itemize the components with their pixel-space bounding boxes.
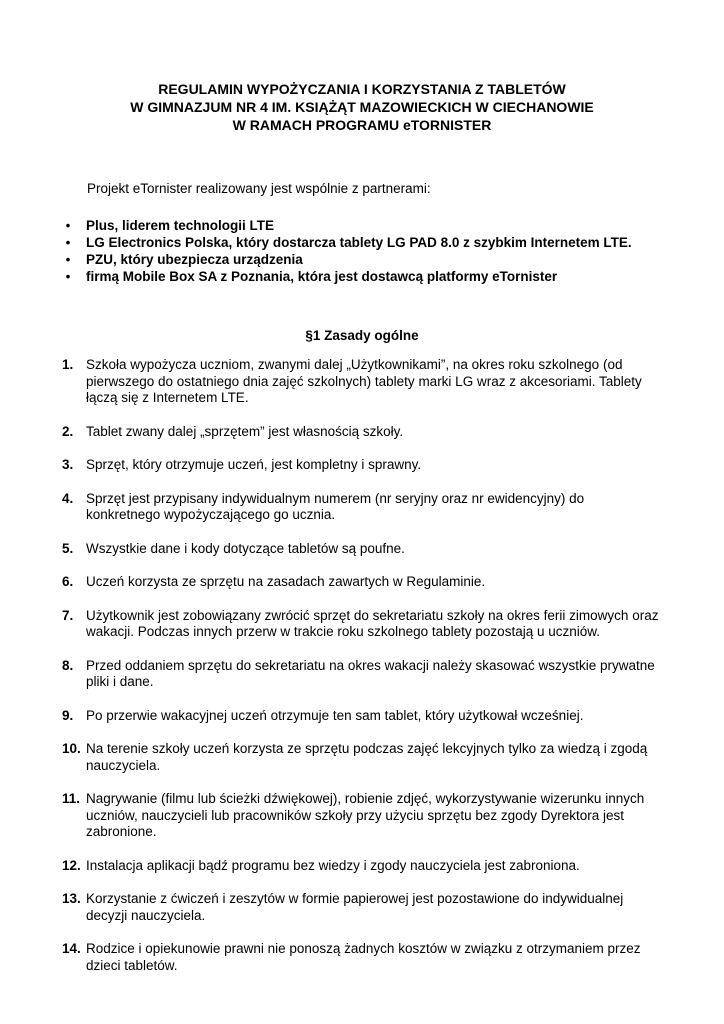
rule-text: Przed oddaniem sprzętu do sekretariatu na okres wakacji należy skasować wszystkie prywatne pliki i dane. [86,657,655,689]
rule-item [62,608,662,641]
rule-text: Nagrywanie (filmu lub ścieżki dźwiękowej), robienie zdjęć, wykorzystywanie wizerunku innych uczniów, nauczycieli lub pracowników szkoły przy użyciu sprzętu bez zgody Dyrektora jest zabronione. [86,791,645,839]
rule-text: Tablet zwany dalej „sprzętem” jest własnością szkoły. [86,423,404,439]
rule-number: 3. [62,457,74,472]
rule-number: 2. [62,423,74,439]
rule-text: Instalacja aplikacji bądź programu bez wiedzy i zgody nauczyciela jest zabroniona. [86,857,580,873]
section-heading: §1 Zasady ogólne [305,328,419,343]
partner-item [62,217,632,234]
rule-item [62,424,662,441]
rule-item [62,357,662,407]
bullet-icon: • [65,235,71,250]
rule-number: 14. [62,941,81,956]
rule-number: 10. [62,741,81,756]
rule-item [62,891,662,924]
document-title [60,80,664,134]
rule-text: Rodzice i opiekunowie prawni nie ponoszą żadnych kosztów w związku z otrzymaniem przez dzieci tabletów. [86,941,641,973]
rule-text: Wszystkie dane i kody dotyczące tabletów są poufne. [86,540,405,556]
partner-item [62,234,632,251]
intro-paragraph: Projekt eTornister realizowany jest wspólnie z partnerami: [87,181,431,196]
rule-item [62,741,662,774]
rule-number: 9. [62,707,74,723]
rule-text: Uczeń korzysta ze sprzętu na zasadach zawartych w Regulaminie. [86,574,486,589]
rule-number: 8. [62,657,74,673]
title-line-2: W GIMNAZJUM NR 4 IM. KSIĄŻĄT MAZOWIECKICH W CIECHANOWIE [130,99,594,115]
partner-text: PZU, który ubezpiecza urządzenia [86,252,303,267]
rule-item [62,658,662,691]
rules-list [62,357,662,991]
rule-number: 5. [62,540,74,556]
rule-text: Po przerwie wakacyjnej uczeń otrzymuje ten sam tablet, który użytkował wcześniej. [86,707,584,723]
rule-text: Sprzęt jest przypisany indywidualnym numerem (nr seryjny oraz nr ewidencyjny) do konkretnego wypożyczającego go ucznia. [86,490,585,522]
rule-item [62,541,662,558]
rule-number: 11. [62,791,81,806]
bullet-icon: • [65,252,71,267]
rule-number: 7. [62,607,74,623]
rule-text: Sprzęt, który otrzymuje uczeń, jest kompletny i sprawny. [86,457,422,472]
rule-text: Użytkownik jest zobowiązany zwrócić sprzęt do sekretariatu szkoły na okres ferii zimowych oraz wakacji. Podczas innych przerw w trakcie roku szkolnego tablety pozostają u uczniów. [86,607,659,639]
title-line-1: REGULAMIN WYPOŻYCZANIA I KORZYSTANIA Z TABLETÓW [158,81,566,97]
rule-text: Korzystanie z ćwiczeń i zeszytów w formie papierowej jest pozostawione do indywidualnej decyzji nauczyciela. [86,891,624,923]
rule-item [62,858,662,875]
rule-text: Na terenie szkoły uczeń korzysta ze sprzętu podczas zajęć lekcyjnych tylko za wiedzą i zgodą nauczyciela. [86,741,648,773]
rule-text: Szkoła wypożycza uczniom, zwanymi dalej „Użytkownikami”, na okres roku szkolnego (od pierwszego do ostatniego dnia zajęć szkolnych) tablety marki LG wraz z akcesoriami. Tablety łączą się z Internetem LTE. [86,357,642,405]
rule-number: 12. [62,857,81,873]
bullet-icon: • [65,218,71,233]
partner-text: LG Electronics Polska, który dostarcza tablety LG PAD 8.0 z szybkim Internetem LTE. [86,235,632,250]
rule-item [62,574,662,591]
partner-item [62,251,632,268]
rule-item [62,491,662,524]
rule-number: 6. [62,574,74,589]
rule-item [62,941,662,974]
partner-item [62,268,632,285]
partner-text: firmą Mobile Box SA z Poznania, która jest dostawcą platformy eTornister [86,269,558,284]
rule-item [62,457,662,474]
title-line-3: W RAMACH PROGRAMU eTORNISTER [232,117,492,133]
partners-list [62,217,632,285]
rule-number: 13. [62,891,81,906]
bullet-icon: • [65,269,71,284]
rule-item [62,708,662,725]
rule-number: 1. [62,357,74,372]
rule-item [62,791,662,841]
rule-number: 4. [62,490,74,506]
partner-text: Plus, liderem technologii LTE [86,218,275,233]
